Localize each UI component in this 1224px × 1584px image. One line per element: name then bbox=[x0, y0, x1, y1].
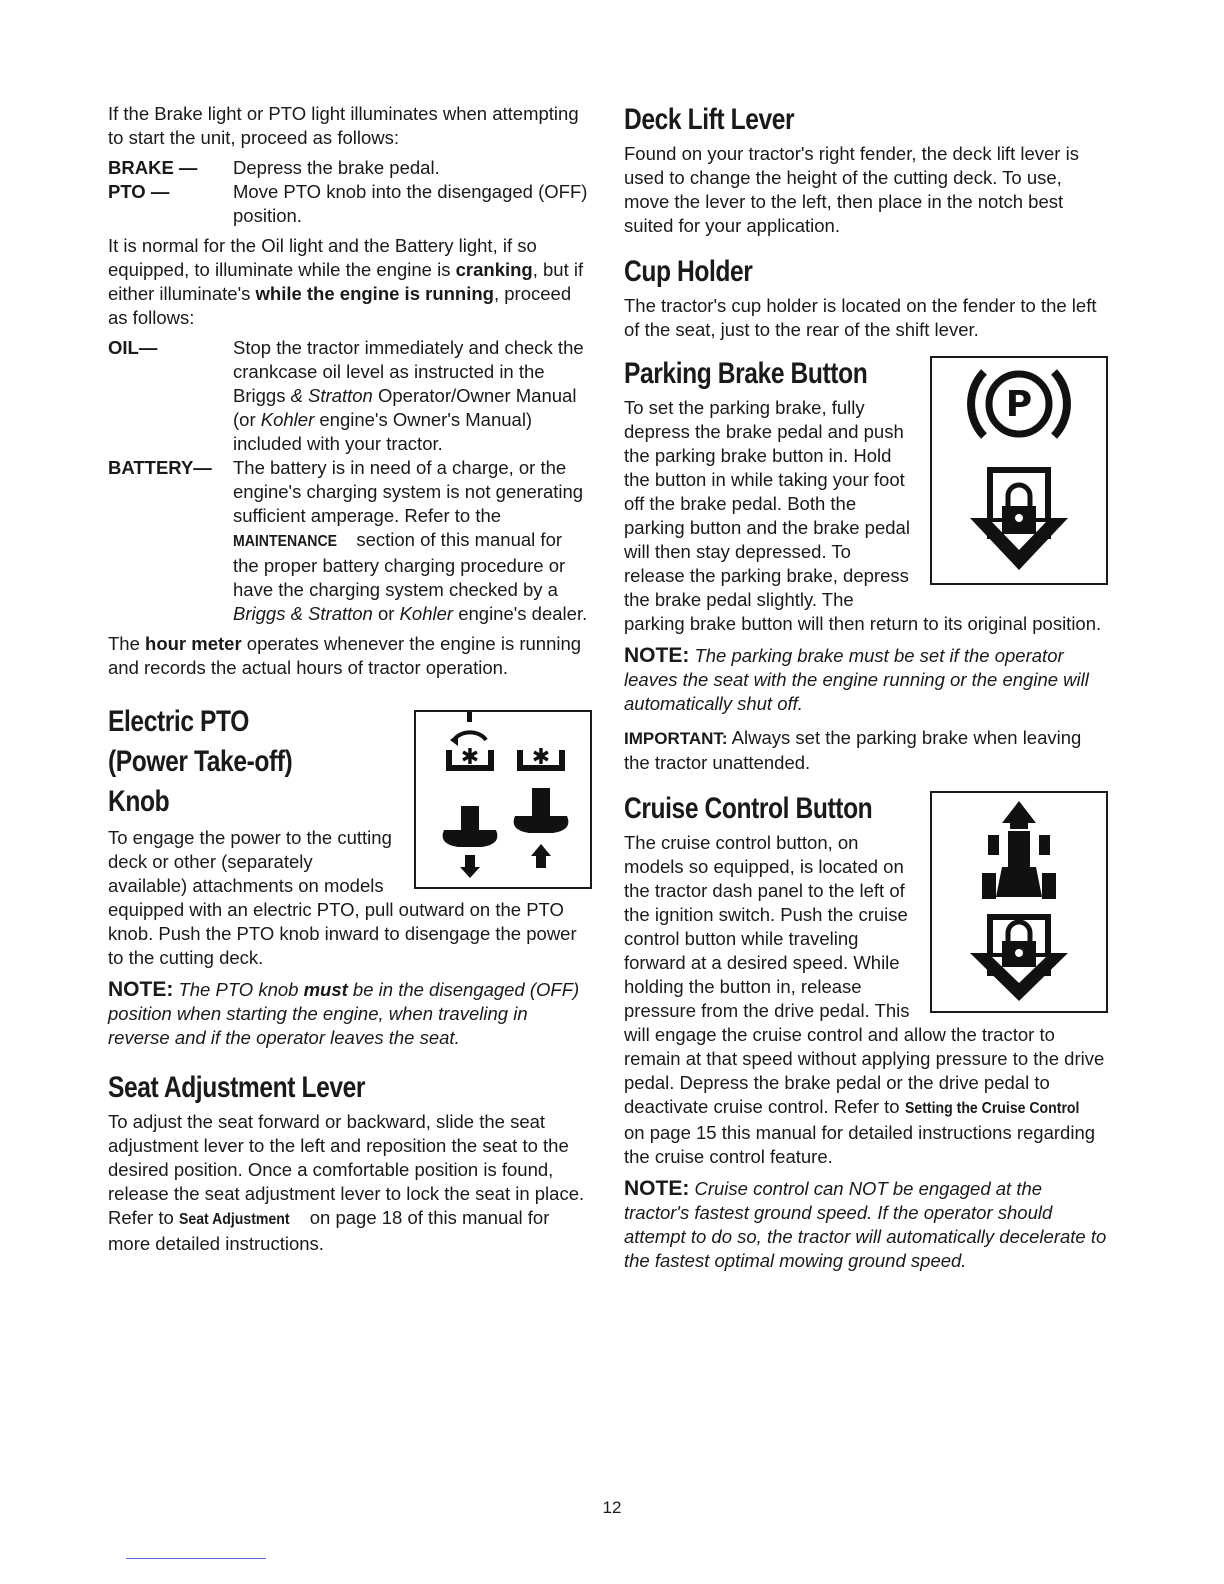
deck-lift-heading: Deck Lift Lever bbox=[624, 103, 795, 136]
text-run: on page 15 this manual for detailed instructions regarding the cruise control feature. bbox=[624, 1122, 1096, 1167]
seat-heading: Seat Adjustment Lever bbox=[108, 1071, 366, 1104]
def-desc-brake: Depress the brake pedal. bbox=[233, 157, 440, 178]
text-run: , proceed as follows: bbox=[108, 283, 572, 328]
cruise-reference: Setting the Cruise Control bbox=[904, 1100, 1080, 1117]
text-run: The bbox=[108, 633, 146, 654]
text-run: The PTO knob bbox=[178, 979, 304, 1000]
parking-brake-section bbox=[624, 356, 1108, 636]
maintenance-reference: MAINTENANCE bbox=[233, 533, 338, 550]
cruise-control-heading: Cruise Control Button bbox=[624, 792, 873, 825]
warning-intro: If the Brake light or PTO light illuminates when attempting to start the unit, proceed as follows: bbox=[108, 103, 579, 148]
text-run: or bbox=[372, 603, 400, 624]
left-column bbox=[108, 102, 592, 1262]
text-run: Operator/Owner Manual (or bbox=[233, 385, 577, 430]
svg-text:✱: ✱ bbox=[531, 745, 551, 770]
def-term-battery: BATTERY— bbox=[108, 457, 212, 478]
def-battery bbox=[108, 456, 592, 626]
important-text: Always set the parking brake when leaving the tractor unattended. bbox=[624, 727, 1082, 773]
bold-run: must bbox=[303, 979, 348, 1000]
italic-run: Kohler bbox=[399, 603, 454, 624]
footer-rule bbox=[126, 1558, 266, 1559]
parking-brake-body: To set the parking brake, fully depress the brake pedal and push the parking brake button in. Hold the button in while taking your foot off the brake pedal. Both the parking button and the brake pedal will then stay depressed. To release the parking brake, depress the brake pedal slightly. The parking brake button will then return to its original position. bbox=[624, 397, 1102, 634]
text-run: engine's Owner's Manual) included with your tractor. bbox=[233, 409, 533, 454]
def-brake bbox=[108, 156, 592, 180]
text-run: Stop the tractor immediately and check the crankcase oil level as instructed in the Briggs bbox=[233, 337, 584, 406]
text-run: operates whenever the engine is running and records the actual hours of tractor operation. bbox=[108, 633, 582, 678]
pto-heading bbox=[108, 702, 379, 822]
important-notice bbox=[624, 726, 1108, 775]
text-run: engine's dealer. bbox=[453, 603, 588, 624]
def-desc-battery bbox=[233, 456, 592, 626]
note-label: NOTE: bbox=[108, 978, 174, 1001]
seat-reference: Seat Adjustment bbox=[178, 1211, 290, 1228]
cup-holder-body: The tractor's cup holder is located on the fender to the left of the seat, just to the rear of the shift lever. bbox=[624, 295, 1097, 340]
text-run: The battery is in need of a charge, or the engine's charging system is not generating sufficient amperage. Refer to the bbox=[233, 457, 584, 526]
note-text: Cruise control can NOT be engaged at the tractor's fastest ground speed. If the operator should attempt to do so, the tractor will automatically decelerate to the fastest optimal mowing ground speed. bbox=[624, 1178, 1107, 1271]
text-run: The cruise control button, on models so equipped, is located on the tractor dash panel to the left of the ignition switch. Push the cruise control button while traveling forward at a desired speed. While holding the button in, release pressure from the drive pedal. This will engage the cruise control and allow the tractor to remain at that speed without applying pressure to the drive pedal. Depress the brake pedal or the drive pedal to deactivate cruise control. Refer to bbox=[624, 832, 1105, 1117]
note-label: NOTE: bbox=[624, 1177, 690, 1200]
parking-brake-heading: Parking Brake Button bbox=[624, 357, 868, 390]
cruise-section bbox=[624, 791, 1108, 1169]
cup-holder-heading: Cup Holder bbox=[624, 255, 753, 288]
pto-section bbox=[108, 702, 592, 1050]
pto-symbol-figure bbox=[414, 710, 592, 889]
text-run: To adjust the seat forward or backward, slide the seat adjustment lever to the left and reposition the seat to the desired position. Once a comfortable position is found, release the seat adjustment lever to lock the seat in place. Refer to bbox=[108, 1111, 585, 1228]
parking-symbol-letter: P bbox=[1005, 384, 1033, 425]
right-column bbox=[624, 102, 1108, 1279]
normal-lights-paragraph bbox=[108, 234, 592, 330]
italic-run: Briggs & Stratton bbox=[233, 603, 373, 624]
def-desc-oil bbox=[233, 336, 592, 456]
note-label: NOTE: bbox=[624, 644, 690, 667]
important-label: IMPORTANT: bbox=[624, 729, 728, 748]
text-run: section of this manual for the proper battery charging procedure or have the charging system checked by a bbox=[233, 529, 566, 600]
text-run: It is normal for the Oil light and the Battery light, if so equipped, to illuminate while the engine is bbox=[108, 235, 537, 280]
startup-light-list bbox=[108, 156, 592, 228]
note-text: The parking brake must be set if the operator leaves the seat with the engine running or the engine will automatically shut off. bbox=[624, 645, 1089, 714]
text-run: be in the disengaged (OFF) position when starting the engine, when traveling in reverse and if the operator leaves the seat. bbox=[108, 979, 580, 1048]
heading-line: Electric PTO bbox=[108, 705, 249, 738]
def-term-pto: PTO — bbox=[108, 181, 170, 202]
heading-line: (Power Take-off) Knob bbox=[108, 745, 293, 818]
text-run: on page 18 of this manual for more detailed instructions. bbox=[108, 1207, 550, 1254]
running-light-list bbox=[108, 336, 592, 626]
def-term-oil: OIL— bbox=[108, 337, 158, 358]
pto-body: To engage the power to the cutting deck or other (separately available) attachments on models equipped with an electric PTO, pull outward on the PTO knob. Push the PTO knob inward to disengage the power to the cutting deck. bbox=[108, 827, 577, 968]
deck-lift-body: Found on your tractor's right fender, the deck lift lever is used to change the height of the cutting deck. To use, move the lever to the left, then place in the notch best suited for your application. bbox=[624, 143, 1079, 236]
note-text bbox=[108, 979, 579, 1048]
hour-meter-paragraph bbox=[108, 632, 592, 680]
seat-body bbox=[108, 1110, 592, 1256]
cruise-control-note bbox=[624, 1177, 1108, 1273]
bold-run: cranking bbox=[455, 259, 533, 280]
italic-run: Kohler bbox=[260, 409, 315, 430]
def-term-brake: BRAKE — bbox=[108, 157, 198, 178]
pto-note bbox=[108, 978, 592, 1050]
italic-run: & Stratton bbox=[290, 385, 373, 406]
bold-run: hour meter bbox=[145, 633, 242, 654]
bold-run: while the engine is running bbox=[255, 283, 494, 304]
def-oil bbox=[108, 336, 592, 456]
def-pto bbox=[108, 180, 592, 228]
page-number: 12 bbox=[602, 1498, 622, 1517]
pto-icon bbox=[416, 712, 590, 887]
text-run: , but if either illuminate's bbox=[108, 259, 584, 304]
svg-text:✱: ✱ bbox=[460, 745, 480, 770]
parking-brake-note bbox=[624, 644, 1108, 716]
def-desc-pto: Move PTO knob into the disengaged (OFF) position. bbox=[233, 181, 588, 226]
